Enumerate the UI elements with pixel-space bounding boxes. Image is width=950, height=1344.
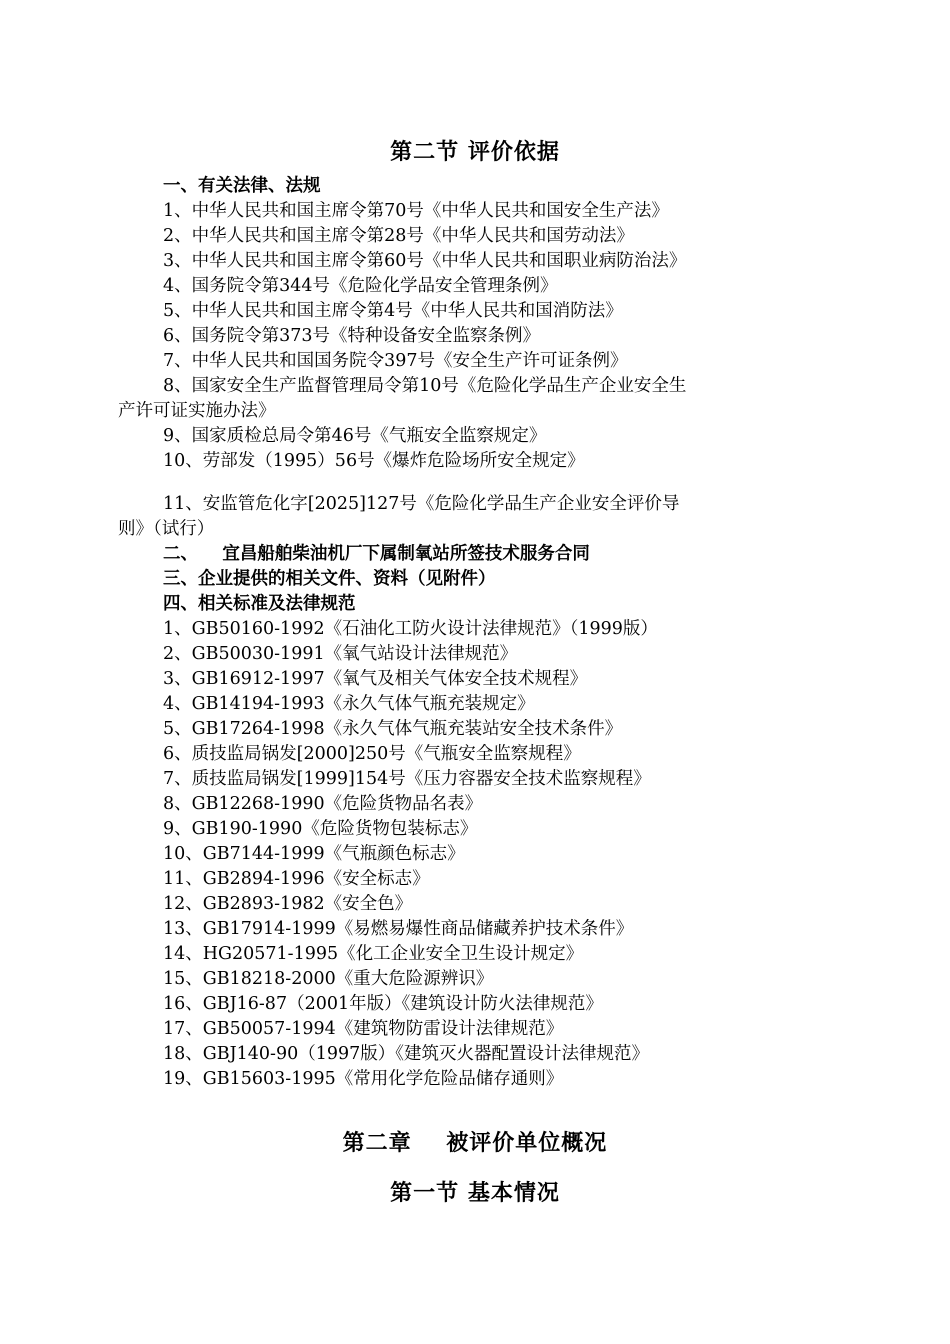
part4-heading: 四、相关标准及法律规范 bbox=[163, 594, 356, 614]
list-item: 16、GBJ16-87（2001年版）《建筑设计防火法律规范》 bbox=[163, 994, 603, 1014]
list-item: 11、GB2894-1996《安全标志》 bbox=[163, 869, 430, 889]
list-item-line: 则》（试行） bbox=[118, 519, 215, 539]
list-item: 8、GB12268-1990《危险货物品名表》 bbox=[163, 794, 483, 814]
list-item-wrapped bbox=[118, 374, 833, 424]
list-item: 7、中华人民共和国国务院令397号《安全生产许可证条例》 bbox=[163, 351, 628, 371]
part2-heading: 二、 宜昌船舶柴油机厂下属制氧站所签技术服务合同 bbox=[163, 544, 590, 564]
part3-heading: 三、企业提供的相关文件、资料（见附件） bbox=[163, 569, 496, 589]
list-item: 5、GB17264-1998《永久气体气瓶充装站安全技术条件》 bbox=[163, 719, 623, 739]
part1-heading: 一、有关法律、法规 bbox=[163, 176, 321, 196]
chapter-title: 第二章 被评价单位概况 bbox=[342, 1130, 608, 1156]
list-item: 12、GB2893-1982《安全色》 bbox=[163, 894, 413, 914]
list-item: 18、GBJ140-90（1997版）《建筑灭火器配置设计法律规范》 bbox=[163, 1044, 649, 1064]
list-item: 4、GB14194-1993《永久气体气瓶充装规定》 bbox=[163, 694, 535, 714]
list-item: 9、国家质检总局令第46号《气瓶安全监察规定》 bbox=[163, 426, 547, 446]
list-item: 10、GB7144-1999《气瓶颜色标志》 bbox=[163, 844, 465, 864]
list-item: 13、GB17914-1999《易燃易爆性商品储藏养护技术条件》 bbox=[163, 919, 634, 939]
list-item: 4、国务院令第344号《危险化学品安全管理条例》 bbox=[163, 276, 558, 296]
list-item: 3、中华人民共和国主席令第60号《中华人民共和国职业病防治法》 bbox=[163, 251, 687, 271]
list-item: 6、国务院令第373号《特种设备安全监察条例》 bbox=[163, 326, 541, 346]
list-item: 10、劳部发（1995）56号《爆炸危险场所安全规定》 bbox=[163, 451, 585, 471]
list-item-line: 8、国家安全生产监督管理局令第10号《危险化学品生产企业安全生 bbox=[163, 376, 687, 396]
list-item: 19、GB15603-1995《常用化学危险品储存通则》 bbox=[163, 1069, 564, 1089]
list-item: 2、GB50030-1991《氧气站设计法律规范》 bbox=[163, 644, 518, 664]
list-item: 5、中华人民共和国主席令第4号《中华人民共和国消防法》 bbox=[163, 301, 623, 321]
list-item: 1、中华人民共和国主席令第70号《中华人民共和国安全生产法》 bbox=[163, 201, 669, 221]
list-item: 6、质技监局锅发[2000]250号《气瓶安全监察规程》 bbox=[163, 744, 581, 764]
list-item: 3、GB16912-1997《氧气及相关气体安全技术规程》 bbox=[163, 669, 588, 689]
next-section-title: 第一节 基本情况 bbox=[390, 1180, 560, 1206]
list-item-wrapped bbox=[118, 492, 833, 542]
list-item-line: 11、安监管危化字[2025]127号《危险化学品生产企业安全评价导 bbox=[163, 494, 680, 514]
list-item: 2、中华人民共和国主席令第28号《中华人民共和国劳动法》 bbox=[163, 226, 634, 246]
section-title: 第二节 评价依据 bbox=[390, 139, 560, 165]
list-item: 7、质技监局锅发[1999]154号《压力容器安全技术监察规程》 bbox=[163, 769, 651, 789]
list-item-line: 产许可证实施办法》 bbox=[118, 401, 276, 421]
list-item: 9、GB190-1990《危险货物包装标志》 bbox=[163, 819, 478, 839]
list-item: 15、GB18218-2000《重大危险源辨识》 bbox=[163, 969, 494, 989]
list-item: 1、GB50160-1992《石油化工防火设计法律规范》（1999版） bbox=[163, 619, 658, 639]
list-item: 17、GB50057-1994《建筑物防雷设计法律规范》 bbox=[163, 1019, 564, 1039]
list-item: 14、HG20571-1995《化工企业安全卫生设计规定》 bbox=[163, 944, 584, 964]
